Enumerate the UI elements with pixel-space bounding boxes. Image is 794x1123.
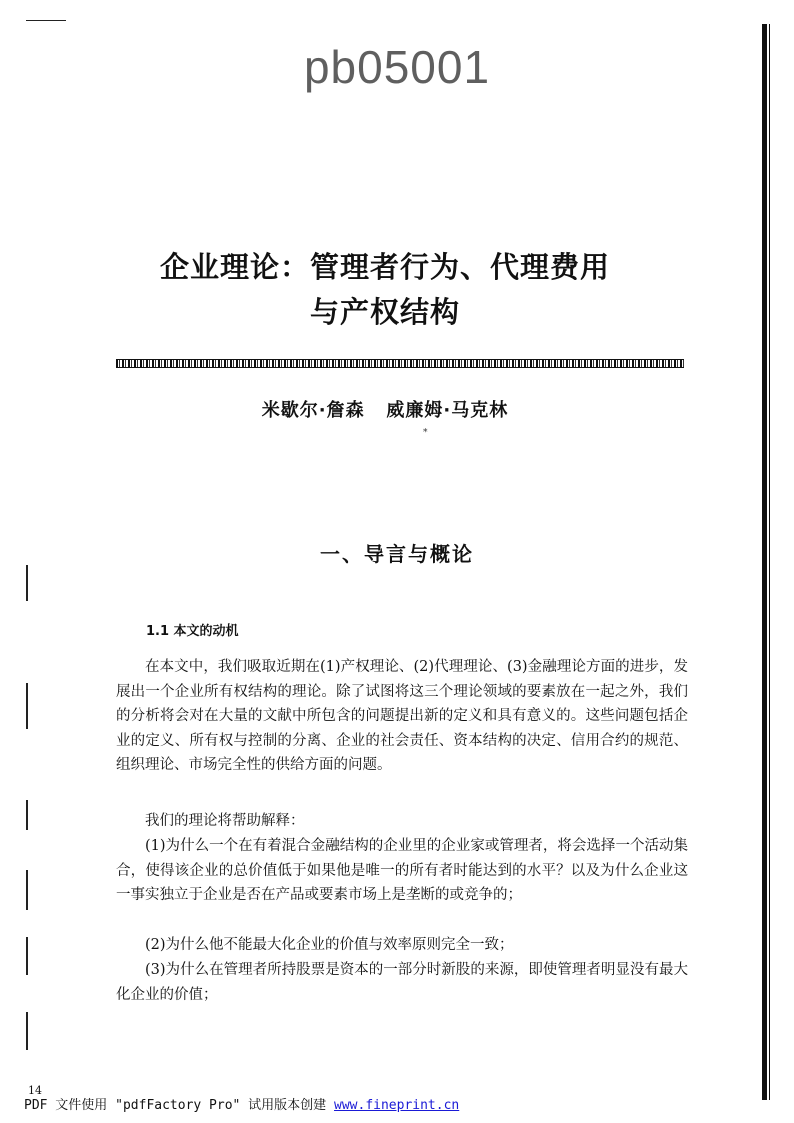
footer-text: PDF 文件使用 "pdfFactory Pro" 试用版本创建 bbox=[24, 1098, 335, 1113]
footer-link[interactable]: www.fineprint.cn bbox=[334, 1098, 460, 1113]
page-number: 14 bbox=[28, 1084, 42, 1097]
body-paragraph: (1)为什么一个在有着混合金融结构的企业里的企业家或管理者，将会选择一个活动集合，使得该企业的总价值低于如果他是唯一的所有者时能达到的水平？以及为什么企业这一事实独立于企业是否在产品或要素市场上是垄断的或竞争的； bbox=[116, 838, 688, 903]
left-margin-mark bbox=[26, 800, 28, 830]
subsection-heading: 1.1 本文的动机 bbox=[146, 624, 239, 639]
left-margin-mark bbox=[26, 1012, 28, 1050]
top-left-rule bbox=[26, 20, 66, 21]
title-divider-band bbox=[116, 359, 684, 368]
authors: 米歇尔·詹森 威廉姆·马克林 bbox=[261, 400, 509, 421]
body-paragraph: 我们的理论将帮助解释： bbox=[145, 813, 305, 829]
paper-title-line-1: 企业理论：管理者行为、代理费用 bbox=[159, 250, 610, 284]
left-margin-mark bbox=[26, 937, 28, 975]
left-margin-mark bbox=[26, 683, 28, 729]
left-margin-mark bbox=[26, 565, 28, 601]
paper-title-line-2: 与产权结构 bbox=[309, 295, 460, 329]
section-heading: 一、导言与概论 bbox=[320, 542, 474, 566]
author-footnote-marker: * bbox=[423, 428, 428, 438]
document-id: pb05001 bbox=[303, 41, 491, 93]
body-paragraph: (3)为什么在管理者所持股票是资本的一部分时新股的来源，即使管理者明显没有最大化企业的价值； bbox=[116, 962, 688, 1003]
pdf-footer bbox=[24, 1094, 459, 1113]
body-paragraph: 在本文中，我们吸取近期在(1)产权理论、(2)代理理论、(3)金融理论方面的进步，发展出一个企业所有权结构的理论。除了试图将这三个理论领域的要素放在一起之外，我们的分析将会对在大量的文献中所包含的问题提出新的定义和具有意义的。这些问题包括企业的定义、所有权与控制的分离、企业的社会责任、资本结构的决定、信用合约的规范、组织理论、市场完全性的供给方面的问题。 bbox=[116, 659, 688, 773]
left-margin-mark bbox=[26, 870, 28, 910]
body-paragraph: (2)为什么他不能最大化企业的价值与效率原则完全一致； bbox=[145, 937, 514, 953]
